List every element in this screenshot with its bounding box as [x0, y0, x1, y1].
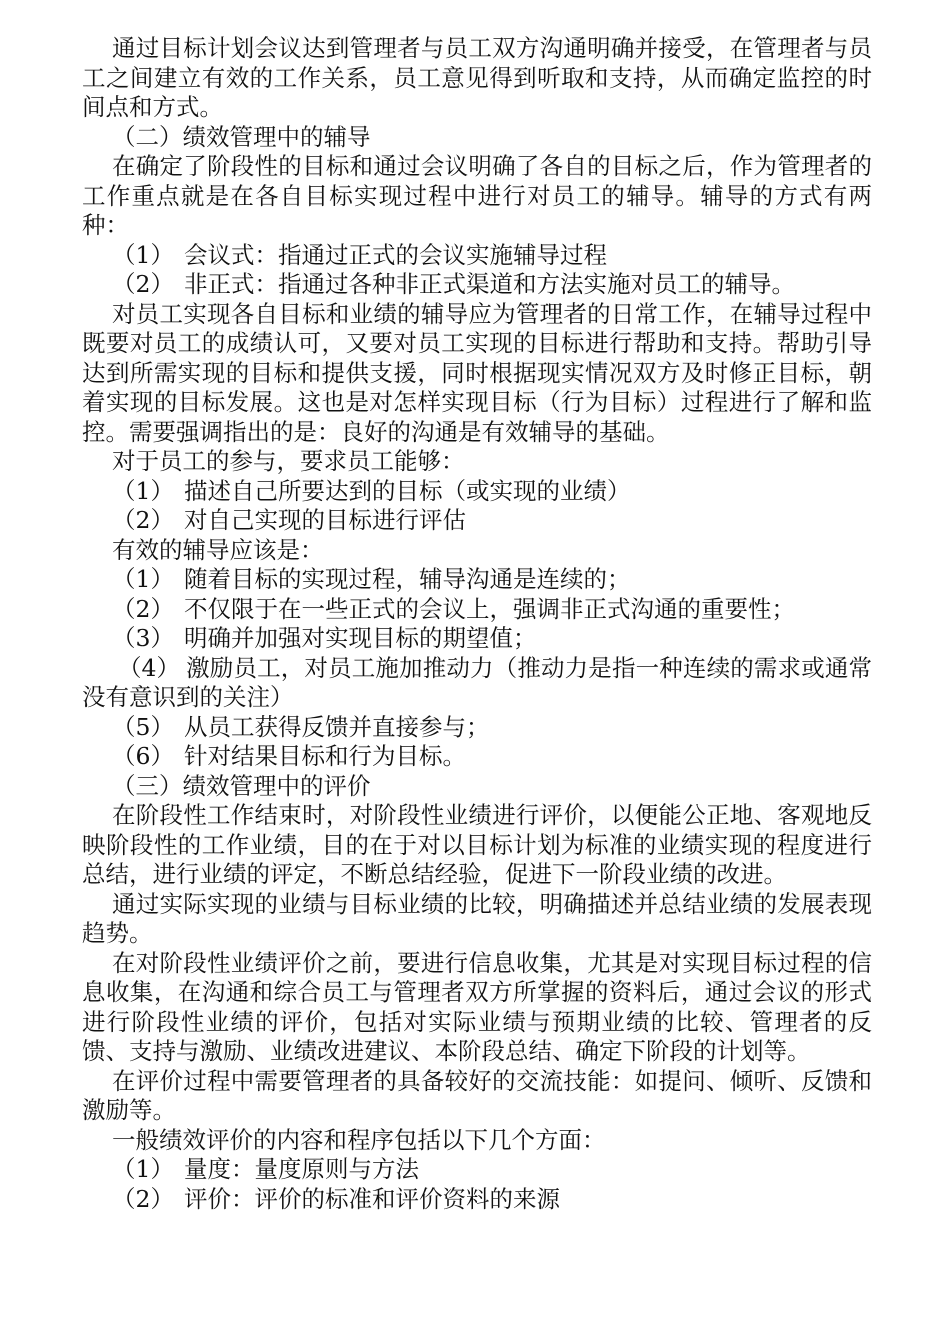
list-number: （2）	[112, 270, 174, 298]
list-number: （2）	[112, 1184, 174, 1213]
list-item	[82, 1185, 872, 1215]
list-item	[82, 595, 872, 625]
participation-list	[82, 477, 872, 536]
paragraph: 通过实际实现的业绩与目标业绩的比较，明确描述并总结业绩的发展表现趋势。	[82, 889, 872, 947]
list-number: （3）	[112, 624, 174, 652]
list-item	[82, 654, 872, 713]
evaluation-list	[82, 1155, 872, 1214]
paragraph: 在对阶段性业绩评价之前，要进行信息收集，尤其是对实现目标过程的信息收集，在沟通和综合员工与管理者双方所掌握的资料后，通过会议的形式进行阶段性业绩的评价，包括对实际业绩与预期业绩的比较、管理者的反馈、支持与激励、业绩改进建议、本阶段总结、确定下阶段的计划等。	[82, 948, 872, 1065]
list-number: （2）	[112, 506, 174, 534]
paragraph: 通过目标计划会议达到管理者与员工双方沟通明确并接受，在管理者与员工之间建立有效的工作关系，员工意见得到听取和支持，从而确定监控的时间点和方式。	[82, 34, 872, 121]
paragraph: 对于员工的参与，要求员工能够：	[112, 447, 465, 475]
list-item	[82, 742, 872, 772]
section-heading: （二）绩效管理中的辅导	[112, 122, 371, 151]
list-item	[82, 241, 872, 271]
list-number: （2）	[112, 594, 174, 623]
list-item	[82, 477, 872, 507]
list-number: （5）	[112, 712, 174, 741]
list-text: 评价：评价的标准和评价资料的来源	[184, 1184, 560, 1213]
section-heading: （三）绩效管理中的评价	[112, 771, 371, 800]
list-number: （1）	[112, 476, 174, 505]
list-item	[82, 506, 872, 536]
list-item	[82, 1155, 872, 1185]
paragraph: 有效的辅导应该是：	[112, 535, 324, 564]
list-text: 从员工获得反馈并直接参与；	[184, 712, 490, 741]
paragraph: 在确定了阶段性的目标和通过会议明确了各自的目标之后，作为管理者的工作重点就是在各自目标实现过程中进行对员工的辅导。辅导的方式有两种：	[82, 152, 872, 239]
list-item	[82, 713, 872, 743]
document-page	[82, 34, 872, 1214]
list-text: 不仅限于在一些正式的会议上，强调非正式沟通的重要性；	[184, 594, 795, 623]
list-number: （4）	[118, 653, 180, 682]
list-item	[82, 270, 872, 300]
effective-coaching-list	[82, 565, 872, 772]
list-number: （1）	[112, 565, 174, 593]
list-item	[82, 565, 872, 595]
coaching-methods-list	[82, 241, 872, 300]
list-number: （1）	[112, 1155, 174, 1183]
list-number: （6）	[112, 742, 174, 770]
paragraph: 在评价过程中需要管理者的具备较好的交流技能：如提问、倾听、反馈和激励等。	[82, 1066, 872, 1124]
list-text: 随着目标的实现过程，辅导沟通是连续的；	[184, 565, 631, 593]
list-text: 对自己实现的目标进行评估	[184, 506, 466, 534]
list-number: （1）	[112, 240, 174, 269]
paragraph: 对员工实现各自目标和业绩的辅导应为管理者的日常工作，在辅导过程中既要对员工的成绩认可，又要对员工实现的目标进行帮助和支持。帮助引导达到所需实现的目标和提供支援，同时根据现实情况双方及时修正目标，朝着实现的目标发展。这也是对怎样实现目标（行为目标）过程进行了解和监控。需要强调指出的是：良好的沟通是有效辅导的基础。	[82, 299, 872, 446]
list-text: 针对结果目标和行为目标。	[184, 742, 466, 770]
list-text: 量度：量度原则与方法	[184, 1155, 419, 1183]
list-text: 非正式：指通过各种非正式渠道和方法实施对员工的辅导。	[184, 270, 795, 298]
list-text: 会议式：指通过正式的会议实施辅导过程	[184, 240, 607, 269]
paragraph: 一般绩效评价的内容和程序包括以下几个方面：	[112, 1125, 606, 1154]
list-text: 明确并加强对实现目标的期望值；	[184, 624, 537, 652]
list-item	[82, 624, 872, 654]
list-text: 激励员工，对员工施加推动力（推动力是指一种连续的需求或通常没有意识到的关注）	[82, 653, 872, 711]
paragraph: 在阶段性工作结束时，对阶段性业绩进行评价，以便能公正地、客观地反映阶段性的工作业绩，目的在于对以目标计划为标准的业绩实现的程度进行总结，进行业绩的评定，不断总结经验，促进下一阶段业绩的改进。	[82, 801, 872, 888]
list-text: 描述自己所要达到的目标（或实现的业绩）	[184, 476, 631, 505]
